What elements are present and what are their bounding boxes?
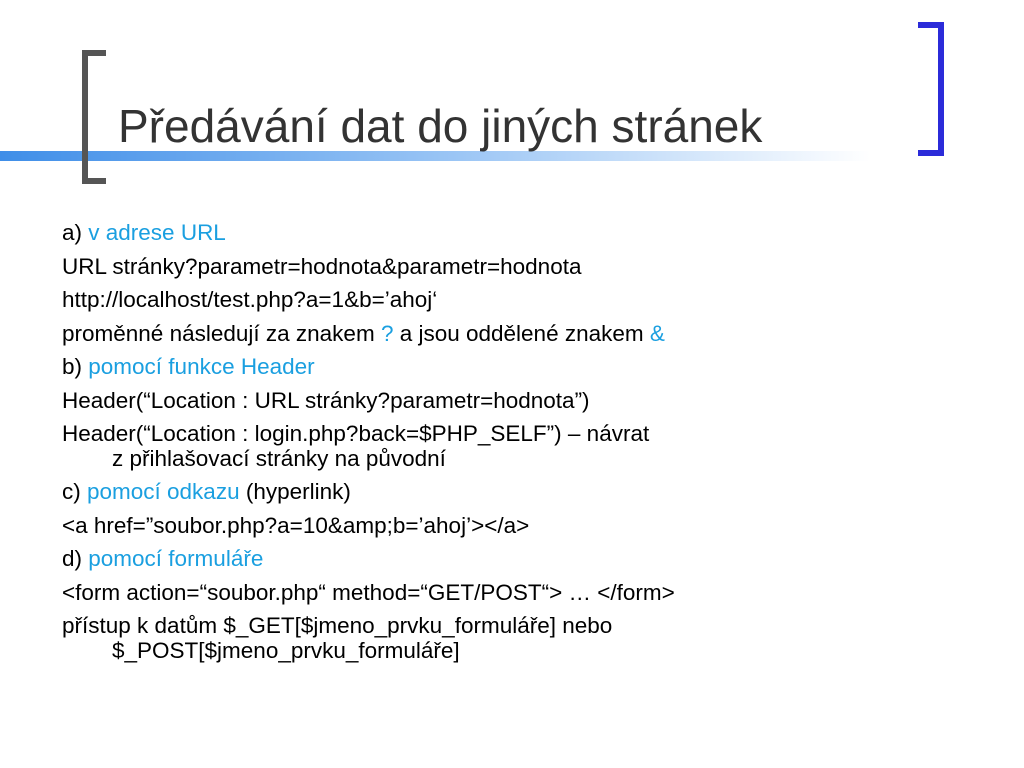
- item-d: [62, 542, 962, 576]
- header-line-2-first: Header(“Location : login.php?back=$PHP_SELF”) – návrat: [62, 421, 650, 446]
- vars-text-1: proměnné následují za znakem: [62, 320, 381, 346]
- slide-title: Předávání dat do jiných stránek: [118, 100, 763, 152]
- item-c-highlight: pomocí odkazu: [87, 479, 240, 504]
- item-a-highlight: v adrese URL: [88, 220, 226, 245]
- item-b: [62, 350, 962, 384]
- item-d-highlight: pomocí formuláře: [88, 546, 264, 571]
- slide-body: [62, 216, 962, 667]
- item-c-suffix: (hyperlink): [239, 479, 351, 504]
- vars-line: [62, 317, 962, 351]
- form-line: <form action=“soubor.php“ method=“GET/POST“> … </form>: [62, 579, 675, 605]
- vars-text-2: a jsou oddělené znakem: [393, 320, 650, 346]
- url-example-line: http://localhost/test.php?a=1&b=’ahoj‘: [62, 287, 438, 312]
- access-line: [62, 609, 962, 667]
- access-line-continuation: $_POST[$jmeno_prvku_formuláře]: [112, 638, 460, 663]
- left-bracket-decoration: [82, 50, 106, 184]
- item-c: [62, 475, 962, 509]
- header-line-1: Header(“Location : URL stránky?parametr=hodnota”): [62, 387, 590, 413]
- header-line-2-continuation: z přihlašovací stránky na původní: [112, 446, 446, 471]
- vars-ampersand: &: [649, 320, 665, 346]
- item-a: [62, 216, 962, 250]
- access-line-first: přístup k datům $_GET[$jmeno_prvku_formuláře] nebo: [62, 613, 613, 638]
- right-bracket-decoration: [918, 22, 944, 156]
- item-a-prefix: a): [62, 220, 89, 245]
- item-d-prefix: d): [62, 546, 89, 571]
- item-c-prefix: c): [62, 479, 87, 504]
- vars-question-mark: ?: [380, 320, 394, 346]
- item-b-prefix: b): [62, 354, 89, 379]
- header-line-2: [62, 417, 962, 475]
- item-b-highlight: pomocí funkce Header: [88, 354, 315, 379]
- anchor-line: <a href=”soubor.php?a=10&amp;b=’ahoj’></a>: [62, 512, 530, 538]
- url-pattern-line: URL stránky?parametr=hodnota&parametr=hodnota: [62, 253, 582, 279]
